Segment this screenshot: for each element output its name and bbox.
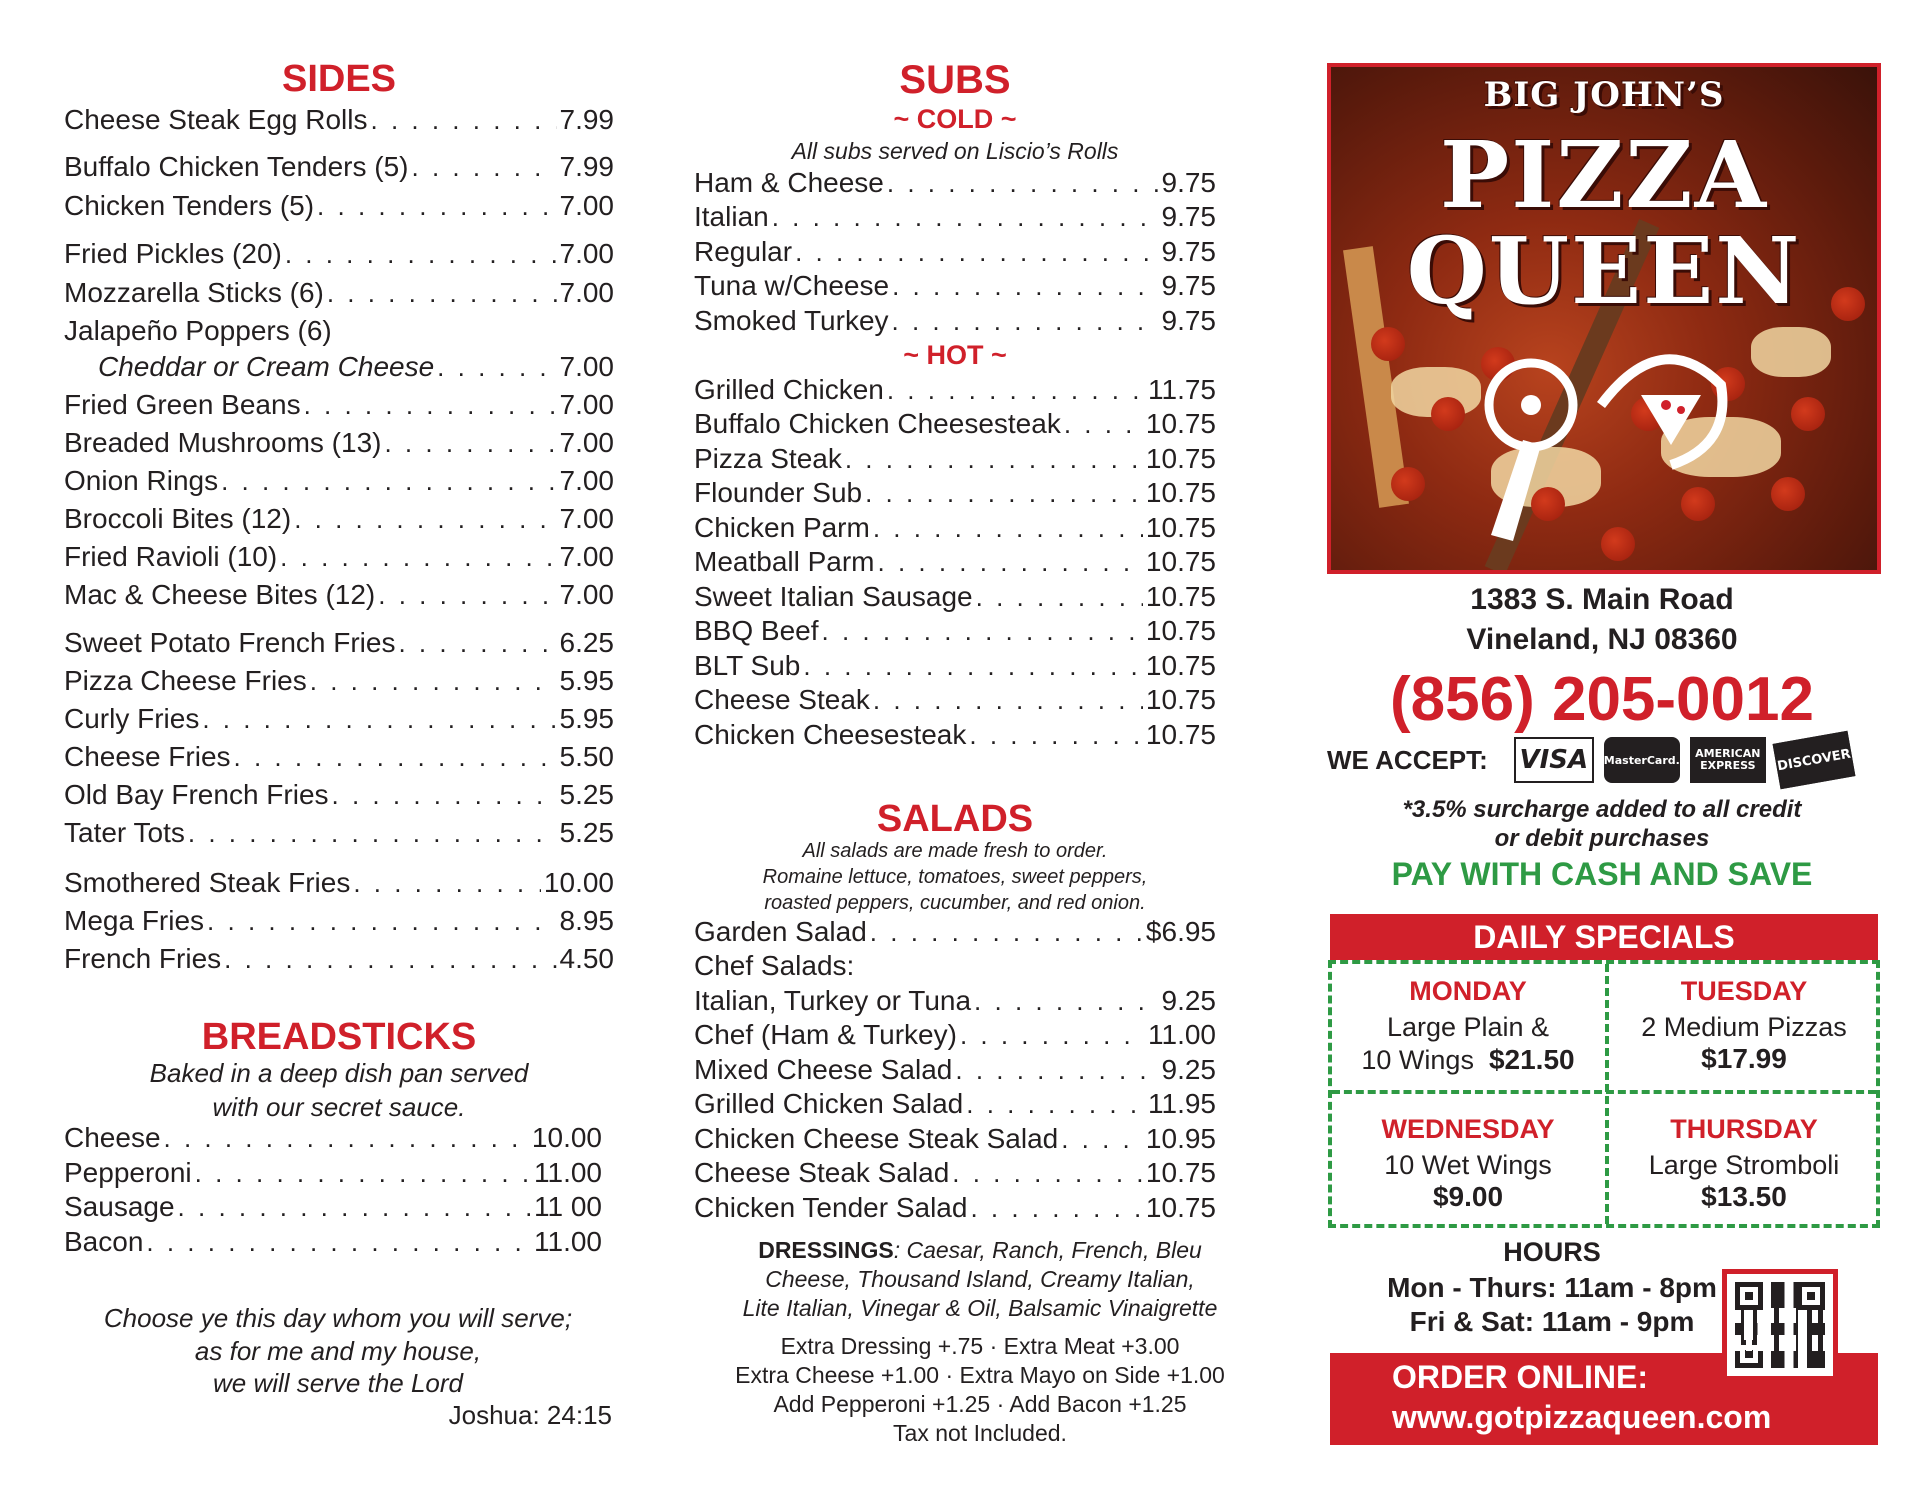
menu-item	[694, 652, 1216, 680]
item-name: Grilled Chicken	[694, 374, 884, 405]
special-day: MONDAY	[1409, 976, 1527, 1006]
item-name: Tuna w/Cheese	[694, 270, 890, 301]
item-price: 10.75	[1145, 581, 1216, 612]
surcharge-note: *3.5% surcharge added to all credit or debit purchases	[1402, 796, 1802, 852]
item-name: Cheese Fries	[64, 741, 231, 772]
salads-note: All salads are made fresh to order. Romaine lettuce, tomatoes, sweet peppers, roasted peppers, cucumber, and red onion.	[762, 840, 1148, 914]
menu-item	[694, 1056, 1216, 1084]
item-name: Sweet Italian Sausage	[694, 581, 973, 612]
item-name: Chicken Parm	[694, 512, 870, 543]
item-price: 10.75	[1145, 684, 1216, 715]
item-name: Cheese Steak Salad	[694, 1157, 950, 1188]
menu-item	[64, 192, 614, 220]
item-name: Italian, Turkey or Tuna	[694, 985, 972, 1016]
dressings-label: DRESSINGS	[758, 1237, 894, 1263]
item-name: BLT Sub	[694, 650, 801, 681]
item-price: 10.75	[1145, 443, 1216, 474]
item-price: 7.00	[559, 238, 614, 269]
item-price: 10.75	[1145, 615, 1216, 646]
special-deal: Large Stromboli	[1648, 1150, 1840, 1180]
special-deal: 2 Medium Pizzas	[1641, 1012, 1847, 1042]
item-price: 10.75	[1145, 408, 1216, 439]
menu-item	[64, 1159, 602, 1187]
item-name: Grilled Chicken Salad	[694, 1088, 964, 1119]
menu-item	[694, 918, 1216, 946]
item-name: Fried Green Beans	[64, 389, 301, 420]
item-name: Pepperoni	[64, 1157, 192, 1188]
address-line1: 1383 S. Main Road	[1470, 583, 1734, 616]
order-online-label: ORDER ONLINE:	[1392, 1359, 1648, 1395]
item-name: Garden Salad	[694, 916, 867, 947]
menu-item	[64, 353, 614, 381]
item-price: 9.25	[1161, 1054, 1216, 1085]
cash-discount-note: PAY WITH CASH AND SAVE	[1391, 856, 1813, 892]
item-price: 11.00	[1148, 1019, 1216, 1050]
menu-item	[694, 203, 1216, 231]
qr-code-icon[interactable]	[1722, 1269, 1838, 1381]
item-name: Chicken Cheese Steak Salad	[694, 1123, 1059, 1154]
item-price: 5.95	[559, 703, 614, 734]
special-thursday	[1608, 1114, 1880, 1213]
menu-item	[694, 410, 1216, 438]
menu-item	[64, 429, 614, 457]
item-price: 7.00	[559, 465, 614, 496]
item-price: 10.75	[1145, 477, 1216, 508]
extras-list: Extra Dressing +.75 · Extra Meat +3.00 Extra Cheese +1.00 · Extra Mayo on Side +1.00 Add Pepperoni +1.25 · Add Bacon +1.25 Tax not Included.	[735, 1333, 1225, 1446]
breadsticks-note: Baked in a deep dish pan served with our secret sauce.	[149, 1058, 529, 1122]
item-name: Cheddar or Cream Cheese	[98, 351, 435, 382]
item-price: 11.75	[1148, 374, 1216, 405]
pizza-cutter-icon	[1471, 335, 1771, 555]
item-name: Old Bay French Fries	[64, 779, 329, 810]
item-price: 10.75	[1145, 1157, 1216, 1188]
item-price: 9.75	[1161, 236, 1216, 267]
mastercard-card-icon: MasterCard.	[1604, 737, 1680, 783]
address-line2: Vineland, NJ 08360	[1466, 623, 1738, 656]
item-name: Flounder Sub	[694, 477, 863, 508]
menu-item	[64, 743, 614, 771]
menu-item	[694, 1090, 1216, 1118]
menu-item	[64, 1193, 602, 1221]
discover-card-icon: DISCOVER	[1772, 731, 1855, 789]
menu-item	[64, 1228, 602, 1256]
item-name: Cheese Steak	[694, 684, 870, 715]
accept-label: WE ACCEPT:	[1327, 744, 1488, 775]
salads-title: SALADS	[876, 798, 1034, 840]
daily-specials-title: DAILY SPECIALS	[1330, 914, 1878, 960]
hours-weekend: Fri & Sat: 11am - 9pm	[1409, 1306, 1695, 1337]
item-name: Chef (Ham & Turkey)	[694, 1019, 957, 1050]
item-name: Ham & Cheese	[694, 167, 884, 198]
item-name: BBQ Beef	[694, 615, 819, 646]
item-name: Mixed Cheese Salad	[694, 1054, 953, 1085]
amex-card-icon: AMERICAN EXPRESS	[1690, 737, 1766, 783]
item-price: 5.95	[559, 665, 614, 696]
item-name: Sausage	[64, 1191, 175, 1222]
special-price: $13.50	[1701, 1181, 1787, 1213]
item-price: 9.75	[1161, 201, 1216, 232]
menu-item	[694, 686, 1216, 714]
item-name: Meatball Parm	[694, 546, 875, 577]
item-name: Buffalo Chicken Cheesesteak	[694, 408, 1061, 439]
bible-verse: Choose ye this day whom you will serve; as for me and my house, we will serve the Lord	[103, 1303, 573, 1398]
menu-item	[694, 548, 1216, 576]
visa-card-icon: VISA	[1514, 737, 1594, 783]
item-name: Smothered Steak Fries	[64, 867, 351, 898]
menu-item	[694, 617, 1216, 645]
special-price: $17.99	[1701, 1043, 1787, 1075]
menu-item	[64, 869, 614, 897]
logo-title-line2: QUEEN	[1406, 217, 1802, 325]
item-price: 10.75	[1145, 1192, 1216, 1223]
menu-item	[64, 945, 614, 973]
special-price: $9.00	[1432, 1181, 1504, 1213]
item-price: 9.75	[1161, 167, 1216, 198]
menu-item	[64, 240, 614, 268]
item-name: Breaded Mushrooms (13)	[64, 427, 382, 458]
item-price: 4.50	[559, 943, 614, 974]
item-name: Mega Fries	[64, 905, 205, 936]
item-name: Broccoli Bites (12)	[64, 503, 292, 534]
order-online-link[interactable]: www.gotpizzaqueen.com	[1392, 1399, 1772, 1435]
item-price: 10.00	[531, 1122, 602, 1153]
item-name: Curly Fries	[64, 703, 200, 734]
item-name: Buffalo Chicken Tenders (5)	[64, 151, 409, 182]
item-name: Sweet Potato French Fries	[64, 627, 396, 658]
menu-item	[64, 153, 614, 181]
special-day: WEDNESDAY	[1381, 1114, 1555, 1144]
item-name: Pizza Steak	[694, 443, 842, 474]
item-name: Chicken Cheesesteak	[694, 719, 967, 750]
sides-column	[64, 0, 614, 1494]
menu-item	[64, 391, 614, 419]
phone-number: (856) 205-0012	[1390, 665, 1814, 734]
menu-item	[64, 1124, 602, 1152]
item-price: 10.75	[1145, 512, 1216, 543]
item-name: Onion Rings	[64, 465, 219, 496]
item-price: 7.99	[559, 104, 614, 135]
menu-item	[694, 1159, 1216, 1187]
menu-item	[694, 272, 1216, 300]
item-price: 10.75	[1145, 650, 1216, 681]
menu-item	[694, 583, 1216, 611]
menu-item	[694, 721, 1216, 749]
item-price: 7.00	[559, 389, 614, 420]
item-name: Smoked Turkey	[694, 305, 889, 336]
item-name: Chicken Tenders (5)	[64, 190, 315, 221]
item-price: 10.75	[1145, 719, 1216, 750]
payment-methods	[1327, 737, 1852, 783]
item-price: 5.50	[559, 741, 614, 772]
logo-title-line1: PIZZA	[1440, 121, 1768, 229]
special-tuesday	[1608, 976, 1880, 1075]
item-price: 7.00	[559, 277, 614, 308]
menu-item	[694, 238, 1216, 266]
menu-item	[64, 505, 614, 533]
item-price: 5.25	[559, 817, 614, 848]
verse-reference: Joshua: 24:15	[448, 1400, 612, 1430]
item-price: 5.25	[559, 779, 614, 810]
item-price: 7.00	[559, 351, 614, 382]
special-deal: Large Plain &	[1386, 1012, 1550, 1042]
item-price: 6.25	[559, 627, 614, 658]
special-day: TUESDAY	[1680, 976, 1808, 1006]
subs-title: SUBS	[899, 58, 1011, 102]
item-name: Regular	[694, 236, 793, 267]
menu-item	[694, 307, 1216, 335]
menu-item	[64, 106, 614, 134]
item-name: Bacon	[64, 1226, 144, 1257]
item-price: 10.00	[543, 867, 614, 898]
item-name: Chicken Tender Salad	[694, 1192, 968, 1223]
item-name: Cheese Steak Egg Rolls	[64, 104, 368, 135]
item-price: 7.00	[559, 427, 614, 458]
menu-item	[64, 543, 614, 571]
special-wednesday	[1332, 1114, 1604, 1213]
item-name: Italian	[694, 201, 769, 232]
item-price: 9.75	[1161, 305, 1216, 336]
menu-item	[694, 1125, 1216, 1153]
item-price: 7.00	[559, 503, 614, 534]
item-name: Pizza Cheese Fries	[64, 665, 307, 696]
hours-title: HOURS	[1503, 1237, 1601, 1267]
item-name: Tater Tots	[64, 817, 185, 848]
item-name: Chef Salads:	[694, 950, 855, 981]
hot-subs-title: ~ HOT ~	[903, 340, 1007, 370]
menu-item	[694, 169, 1216, 197]
menu-item	[64, 781, 614, 809]
breadsticks-title: BREADSTICKS	[201, 1016, 477, 1058]
menu-item	[64, 317, 614, 345]
menu-item	[64, 667, 614, 695]
item-price: $6.95	[1145, 916, 1216, 947]
cold-subs-title: ~ COLD ~	[893, 104, 1017, 134]
special-day: THURSDAY	[1670, 1114, 1818, 1144]
item-name: French Fries	[64, 943, 222, 974]
item-price: 9.75	[1161, 270, 1216, 301]
menu-item	[694, 952, 1216, 980]
hours-weekday: Mon - Thurs: 11am - 8pm	[1387, 1272, 1717, 1303]
item-price: 11.95	[1148, 1088, 1216, 1119]
menu-item	[694, 445, 1216, 473]
menu-item	[64, 819, 614, 847]
item-name: Jalapeño Poppers (6)	[64, 315, 332, 346]
item-name: Fried Pickles (20)	[64, 238, 282, 269]
item-price: 7.00	[559, 579, 614, 610]
dressings-list: DRESSINGS: Caesar, Ranch, French, Bleu Cheese, Thousand Island, Creamy Italian, Lite Italian, Vinegar & Oil, Balsamic Vinaigrette	[742, 1237, 1218, 1321]
sides-title: SIDES	[281, 58, 397, 100]
item-price: 11 00	[534, 1191, 602, 1222]
menu-item	[64, 705, 614, 733]
menu-item	[64, 581, 614, 609]
item-price: 7.99	[559, 151, 614, 182]
item-price: 11.00	[534, 1226, 602, 1257]
menu-item	[694, 479, 1216, 507]
item-price: 10.95	[1145, 1123, 1216, 1154]
menu-item	[64, 279, 614, 307]
menu-item	[64, 907, 614, 935]
logo-subtitle: BIG JOHN’S	[1483, 75, 1725, 115]
item-name: Mozzarella Sticks (6)	[64, 277, 324, 308]
special-monday: MONDAY Large Plain & 10 Wings $21.50	[1332, 976, 1604, 1077]
menu-item	[64, 629, 614, 657]
item-price: 7.00	[559, 541, 614, 572]
menu-item	[64, 467, 614, 495]
item-name: Cheese	[64, 1122, 161, 1153]
menu-item	[694, 514, 1216, 542]
menu-item	[694, 1021, 1216, 1049]
item-price: 10.75	[1145, 546, 1216, 577]
item-price: 9.25	[1161, 985, 1216, 1016]
pizza-queen-logo	[1327, 63, 1881, 574]
daily-specials-grid	[1328, 960, 1880, 1228]
special-deal: 10 Wet Wings	[1384, 1150, 1552, 1180]
cold-subs-note: All subs served on Liscio’s Rolls	[791, 138, 1119, 164]
special-price: $21.50	[1488, 1044, 1575, 1076]
item-price: 11.00	[534, 1157, 602, 1188]
menu-item	[694, 987, 1216, 1015]
menu-item	[694, 1194, 1216, 1222]
item-price: 8.95	[559, 905, 614, 936]
item-name: Fried Ravioli (10)	[64, 541, 278, 572]
item-name: Mac & Cheese Bites (12)	[64, 579, 376, 610]
item-price: 7.00	[559, 190, 614, 221]
menu-item	[694, 376, 1216, 404]
